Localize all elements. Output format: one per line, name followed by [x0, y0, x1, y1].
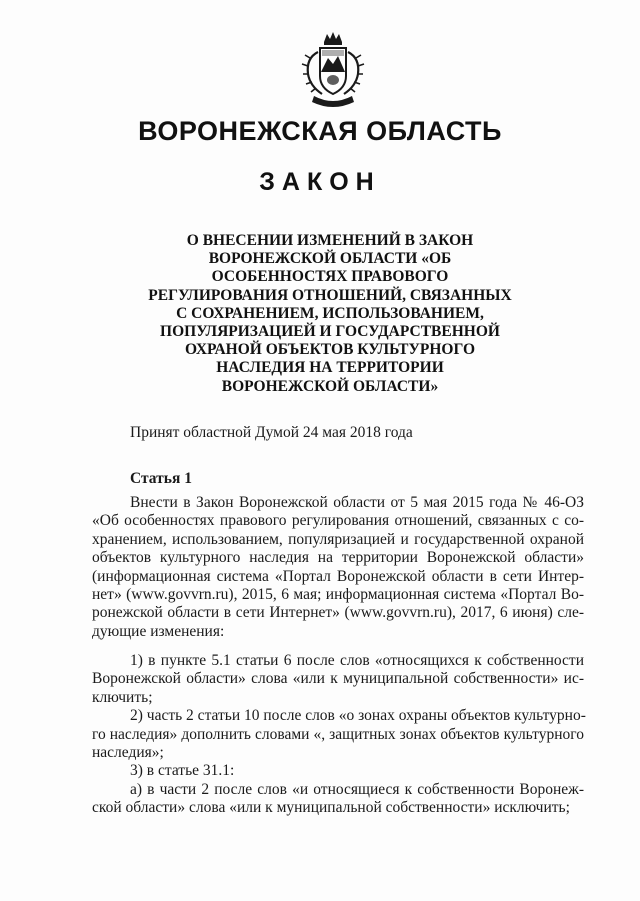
law-title-line: ОХРАНОЙ ОБЪЕКТОВ КУЛЬТУРНОГО [184, 341, 476, 359]
paragraph-line: хранением, использованием, популяризацией и государственной охраной [92, 530, 584, 548]
region-title: ВОРОНЕЖСКАЯ ОБЛАСТЬ [138, 116, 502, 146]
law-title-line: ОСОБЕННОСТЯХ ПРАВОВОГО [211, 268, 449, 286]
paragraph-line: (информационная система «Портал Воронежской области в сети Интер- [92, 567, 584, 585]
amendment-list [92, 652, 584, 818]
paragraph-line: «Об особенностях правового регулирования отношений, связанных с со- [92, 512, 584, 530]
coat-of-arms-icon [296, 28, 370, 112]
list-item-line: ключить; [92, 688, 153, 706]
law-title-line: С СОХРАНЕНИЕМ, ИСПОЛЬЗОВАНИЕМ, [176, 304, 484, 322]
article-intro-paragraph [92, 494, 584, 641]
law-title-line: НАСЛЕДИЯ НА ТЕРРИТОРИИ [216, 359, 444, 377]
paragraph-line: объектов культурного наследия на территории Воронежской области» [92, 549, 584, 567]
list-item-line: ской области» слова «или к муниципальной собственности» исключить; [92, 799, 570, 817]
law-title-line: ПОПУЛЯРИЗАЦИЕЙ И ГОСУДАРСТВЕННОЙ [160, 323, 500, 341]
paragraph-line: Внести в Закон Воронежской области от 5 мая 2015 года № 46-ОЗ [130, 494, 584, 511]
law-title [130, 232, 530, 396]
list-item-line: 2) часть 2 статьи 10 после слов «о зонах охраны объектов культурно- [130, 707, 586, 725]
law-title-line: РЕГУЛИРОВАНИЯ ОТНОШЕНИЙ, СВЯЗАННЫХ [148, 286, 512, 304]
article-heading: Статья 1 [130, 470, 192, 487]
law-title-line: О ВНЕСЕНИИ ИЗМЕНЕНИЙ В ЗАКОН [186, 232, 474, 249]
list-item-line: наследия»; [92, 744, 164, 762]
law-title-line: ВОРОНЕЖСКОЙ ОБЛАСТИ «ОБ [208, 250, 452, 268]
law-title-line: ВОРОНЕЖСКОЙ ОБЛАСТИ» [221, 377, 439, 395]
list-item-line: 1) в пункте 5.1 статьи 6 после слов «относящихся к собственности [130, 652, 584, 669]
law-heading: ЗАКОН [259, 168, 381, 196]
list-item-line: Воронежской области» слова «или к муниципальной собственности» ис- [92, 670, 584, 688]
paragraph-line: нет» (www.govvrn.ru), 2015, 6 мая; информационная система «Портал Во- [92, 586, 584, 604]
adoption-statement: Принят областной Думой 24 мая 2018 года [130, 424, 413, 441]
paragraph-line: ронежской области в сети Интернет» (www.govvrn.ru), 2017, 6 июня) сле- [92, 604, 584, 622]
list-item-line: го наследия» дополнить словами «, защитных зонах объектов культурного [92, 725, 584, 743]
list-item-line: 3) в статье 31.1: [130, 762, 235, 780]
list-item-line: а) в части 2 после слов «и относящиеся к собственности Воронеж- [130, 780, 584, 798]
paragraph-line: дующие изменения: [92, 622, 225, 640]
